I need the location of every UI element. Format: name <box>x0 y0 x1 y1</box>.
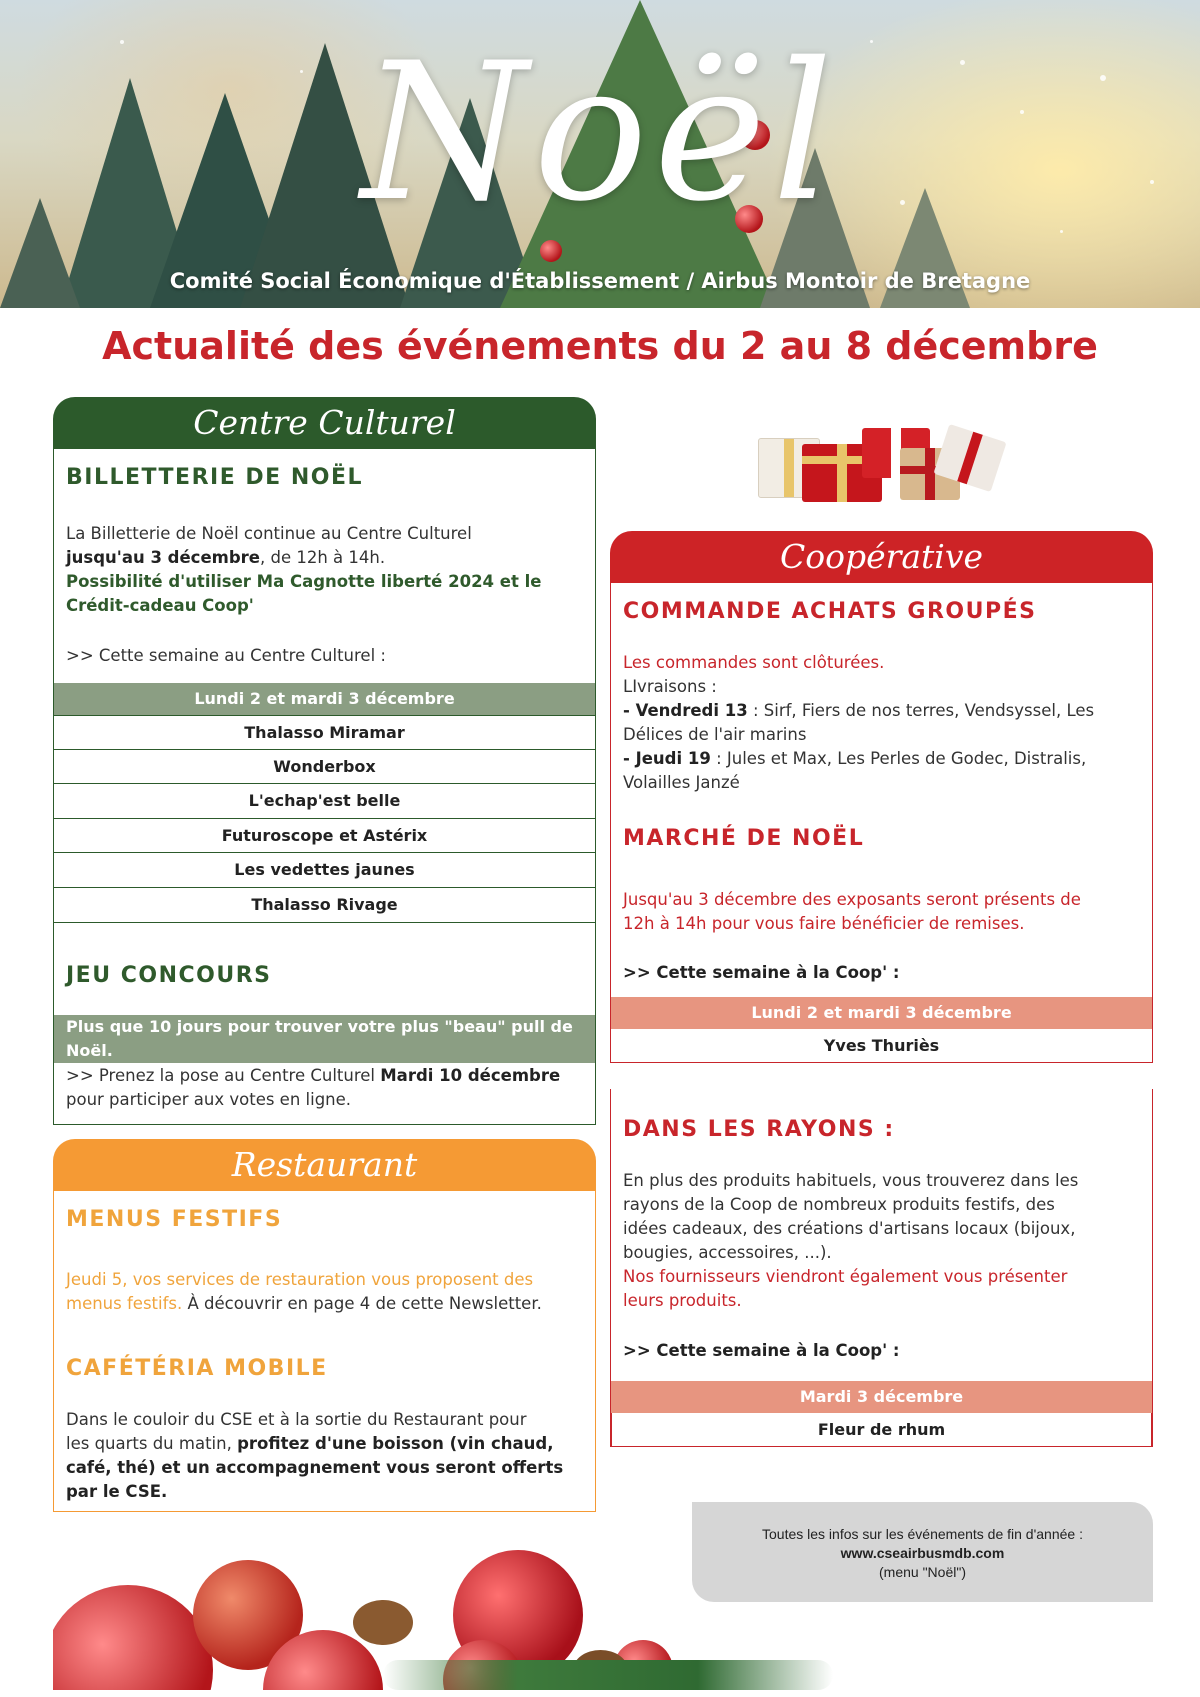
menus-line2-rest: À découvrir en page 4 de cette Newsletter. <box>182 1294 542 1313</box>
commande-line5 <box>623 747 1148 771</box>
menus-line2-orange: menus festifs. <box>66 1294 183 1313</box>
commande-line2: LIvraisons : <box>623 677 717 696</box>
rayons-line5: Nos fournisseurs viendront également vous présenter <box>623 1267 1068 1286</box>
cafeteria-title: CAFÉTÉRIA MOBILE <box>66 1356 328 1381</box>
cafeteria-line3 <box>66 1456 591 1480</box>
centre-schedule-item: Les vedettes jaunes <box>54 853 595 888</box>
commande-line3 <box>623 699 1148 723</box>
cooperative-header <box>610 531 1153 583</box>
info-line1: Toutes les infos sur les événements de fin d'année : <box>762 1526 1083 1542</box>
rayons-schedule-item: Fleur de rhum <box>611 1413 1152 1447</box>
snowflake-dot <box>960 60 965 65</box>
jeu-concours-text <box>66 1064 591 1112</box>
jeu-banner-line1: Plus que 10 jours pour trouver votre plus "beau" pull de <box>66 1017 573 1036</box>
noel-script-title: Noël <box>361 22 839 243</box>
jeu-concours-title: JEU CONCOURS <box>66 963 272 988</box>
snowflake-dot <box>900 200 905 205</box>
jeu-banner-line2: Noël. <box>66 1041 113 1060</box>
menus-festifs-title: MENUS FESTIFS <box>66 1207 283 1232</box>
billetterie-hours: , de 12h à 14h. <box>260 548 386 567</box>
marche-week-intro: >> Cette semaine à la Coop' : <box>623 963 900 982</box>
cafeteria-line1: Dans le couloir du CSE et à la sortie du Restaurant pour <box>66 1410 527 1429</box>
menus-line1: Jeudi 5, vos services de restauration vous proposent des <box>66 1270 534 1289</box>
menus-line2 <box>66 1292 591 1316</box>
coop-schedule-header: Lundi 2 et mardi 3 décembre <box>611 997 1152 1029</box>
snowflake-dot <box>1150 180 1154 184</box>
snowflake-dot <box>120 40 124 44</box>
snowflake-dot <box>1060 230 1063 233</box>
cafeteria-line2 <box>66 1432 591 1456</box>
restaurant-header-label: Restaurant <box>231 1145 418 1184</box>
jeu-concours-banner-text <box>66 1015 591 1063</box>
billetterie-highlight-1: Possibilité d'utiliser Ma Cagnotte liberté 2024 et le <box>66 572 542 591</box>
centre-schedule-item: Wonderbox <box>54 750 595 785</box>
rayons-line3: idées cadeaux, des créations d'artisans locaux (bijoux, <box>623 1219 1076 1238</box>
coop-schedule-item: Yves Thuriès <box>611 1029 1152 1063</box>
snowflake-dot <box>300 70 303 73</box>
centre-schedule-item: Futuroscope et Astérix <box>54 819 595 854</box>
rayons-text <box>623 1169 1148 1313</box>
commande-line5-rest: : Jules et Max, Les Perles de Godec, Distralis, <box>710 749 1087 768</box>
rayons-line6: leurs produits. <box>623 1291 742 1310</box>
commande-text <box>623 651 1148 795</box>
snowflake-dot <box>870 40 873 43</box>
commande-date-2: - Jeudi 19 <box>623 749 711 768</box>
cafeteria-line2-bold: profitez d'une boisson (vin chaud, <box>237 1434 554 1453</box>
snowflake-dot <box>1100 75 1106 81</box>
billetterie-date: jusqu'au 3 décembre <box>66 548 260 567</box>
rayons-schedule-header: Mardi 3 décembre <box>611 1381 1152 1413</box>
billetterie-text <box>66 522 586 618</box>
snowflake-dot <box>1020 110 1024 114</box>
jeu-line1 <box>66 1064 591 1088</box>
cafeteria-line3-bold: café, thé) et un accompagnement vous seront offerts <box>66 1458 564 1477</box>
commande-title: COMMANDE ACHATS GROUPÉS <box>623 599 1037 624</box>
gift-boxes-illustration <box>750 420 1020 505</box>
header-subtitle: Comité Social Économique d'Établissement / Airbus Montoir de Bretagne <box>169 269 1031 293</box>
billetterie-line2 <box>66 546 586 570</box>
header-banner <box>0 0 1200 308</box>
pine-cone-icon <box>353 1600 413 1645</box>
centre-schedule-item: Thalasso Rivage <box>54 888 595 923</box>
marche-line2: 12h à 14h pour vous faire bénéficier de remises. <box>623 914 1025 933</box>
info-line3: (menu "Noël") <box>879 1564 966 1580</box>
billetterie-title: BILLETTERIE DE NOËL <box>66 465 363 490</box>
commande-line1: Les commandes sont clôturées. <box>623 653 885 672</box>
info-website-link[interactable]: www.cseairbusmdb.com <box>840 1545 1005 1561</box>
cafeteria-line4 <box>66 1480 591 1504</box>
cooperative-header-label: Coopérative <box>779 537 984 576</box>
commande-line4: Délices de l'air marins <box>623 725 807 744</box>
bauble-icon <box>53 1585 213 1690</box>
jeu-date: Mardi 10 décembre <box>380 1066 561 1085</box>
rayons-week-intro: >> Cette semaine à la Coop' : <box>623 1341 900 1360</box>
marche-text <box>623 888 1148 936</box>
page-title: Actualité des événements du 2 au 8 décembre <box>102 324 1098 368</box>
centre-schedule-item: Thalasso Miramar <box>54 715 595 750</box>
commande-line3-rest: : Sirf, Fiers de nos terres, Vendsyssel, Les <box>747 701 1095 720</box>
commande-line6: Volailles Janzé <box>623 773 740 792</box>
marche-line1: Jusqu'au 3 décembre des exposants seront présents de <box>623 890 1081 909</box>
cafeteria-text <box>66 1408 591 1504</box>
rayons-line4: bougies, accessoires, ...). <box>623 1243 832 1262</box>
restaurant-header <box>53 1139 596 1191</box>
billetterie-highlight-2: Crédit-cadeau Coop' <box>66 596 254 615</box>
centre-schedule-item: L'echap'est belle <box>54 784 595 819</box>
billetterie-line1: La Billetterie de Noël continue au Centre Culturel <box>66 524 472 543</box>
rayons-title: DANS LES RAYONS : <box>623 1117 895 1142</box>
fir-branch <box>383 1660 833 1690</box>
centre-schedule-header: Lundi 2 et mardi 3 décembre <box>54 683 595 715</box>
menus-festifs-text <box>66 1268 591 1316</box>
cafeteria-line2-text: les quarts du matin, <box>66 1434 238 1453</box>
jeu-line1-text: >> Prenez la pose au Centre Culturel <box>66 1066 381 1085</box>
centre-week-intro: >> Cette semaine au Centre Culturel : <box>66 646 386 665</box>
rayons-line2: rayons de la Coop de nombreux produits festifs, des <box>623 1195 1055 1214</box>
rayons-line1: En plus des produits habituels, vous trouverez dans les <box>623 1171 1079 1190</box>
jeu-line2: pour participer aux votes en ligne. <box>66 1090 352 1109</box>
centre-culturel-header <box>53 397 596 449</box>
cafeteria-line4-bold: par le CSE. <box>66 1482 168 1501</box>
centre-culturel-header-label: Centre Culturel <box>193 403 456 442</box>
marche-title: MARCHÉ DE NOËL <box>623 826 865 851</box>
commande-date-1: - Vendredi 13 <box>623 701 748 720</box>
christmas-baubles-illustration <box>53 1540 833 1690</box>
